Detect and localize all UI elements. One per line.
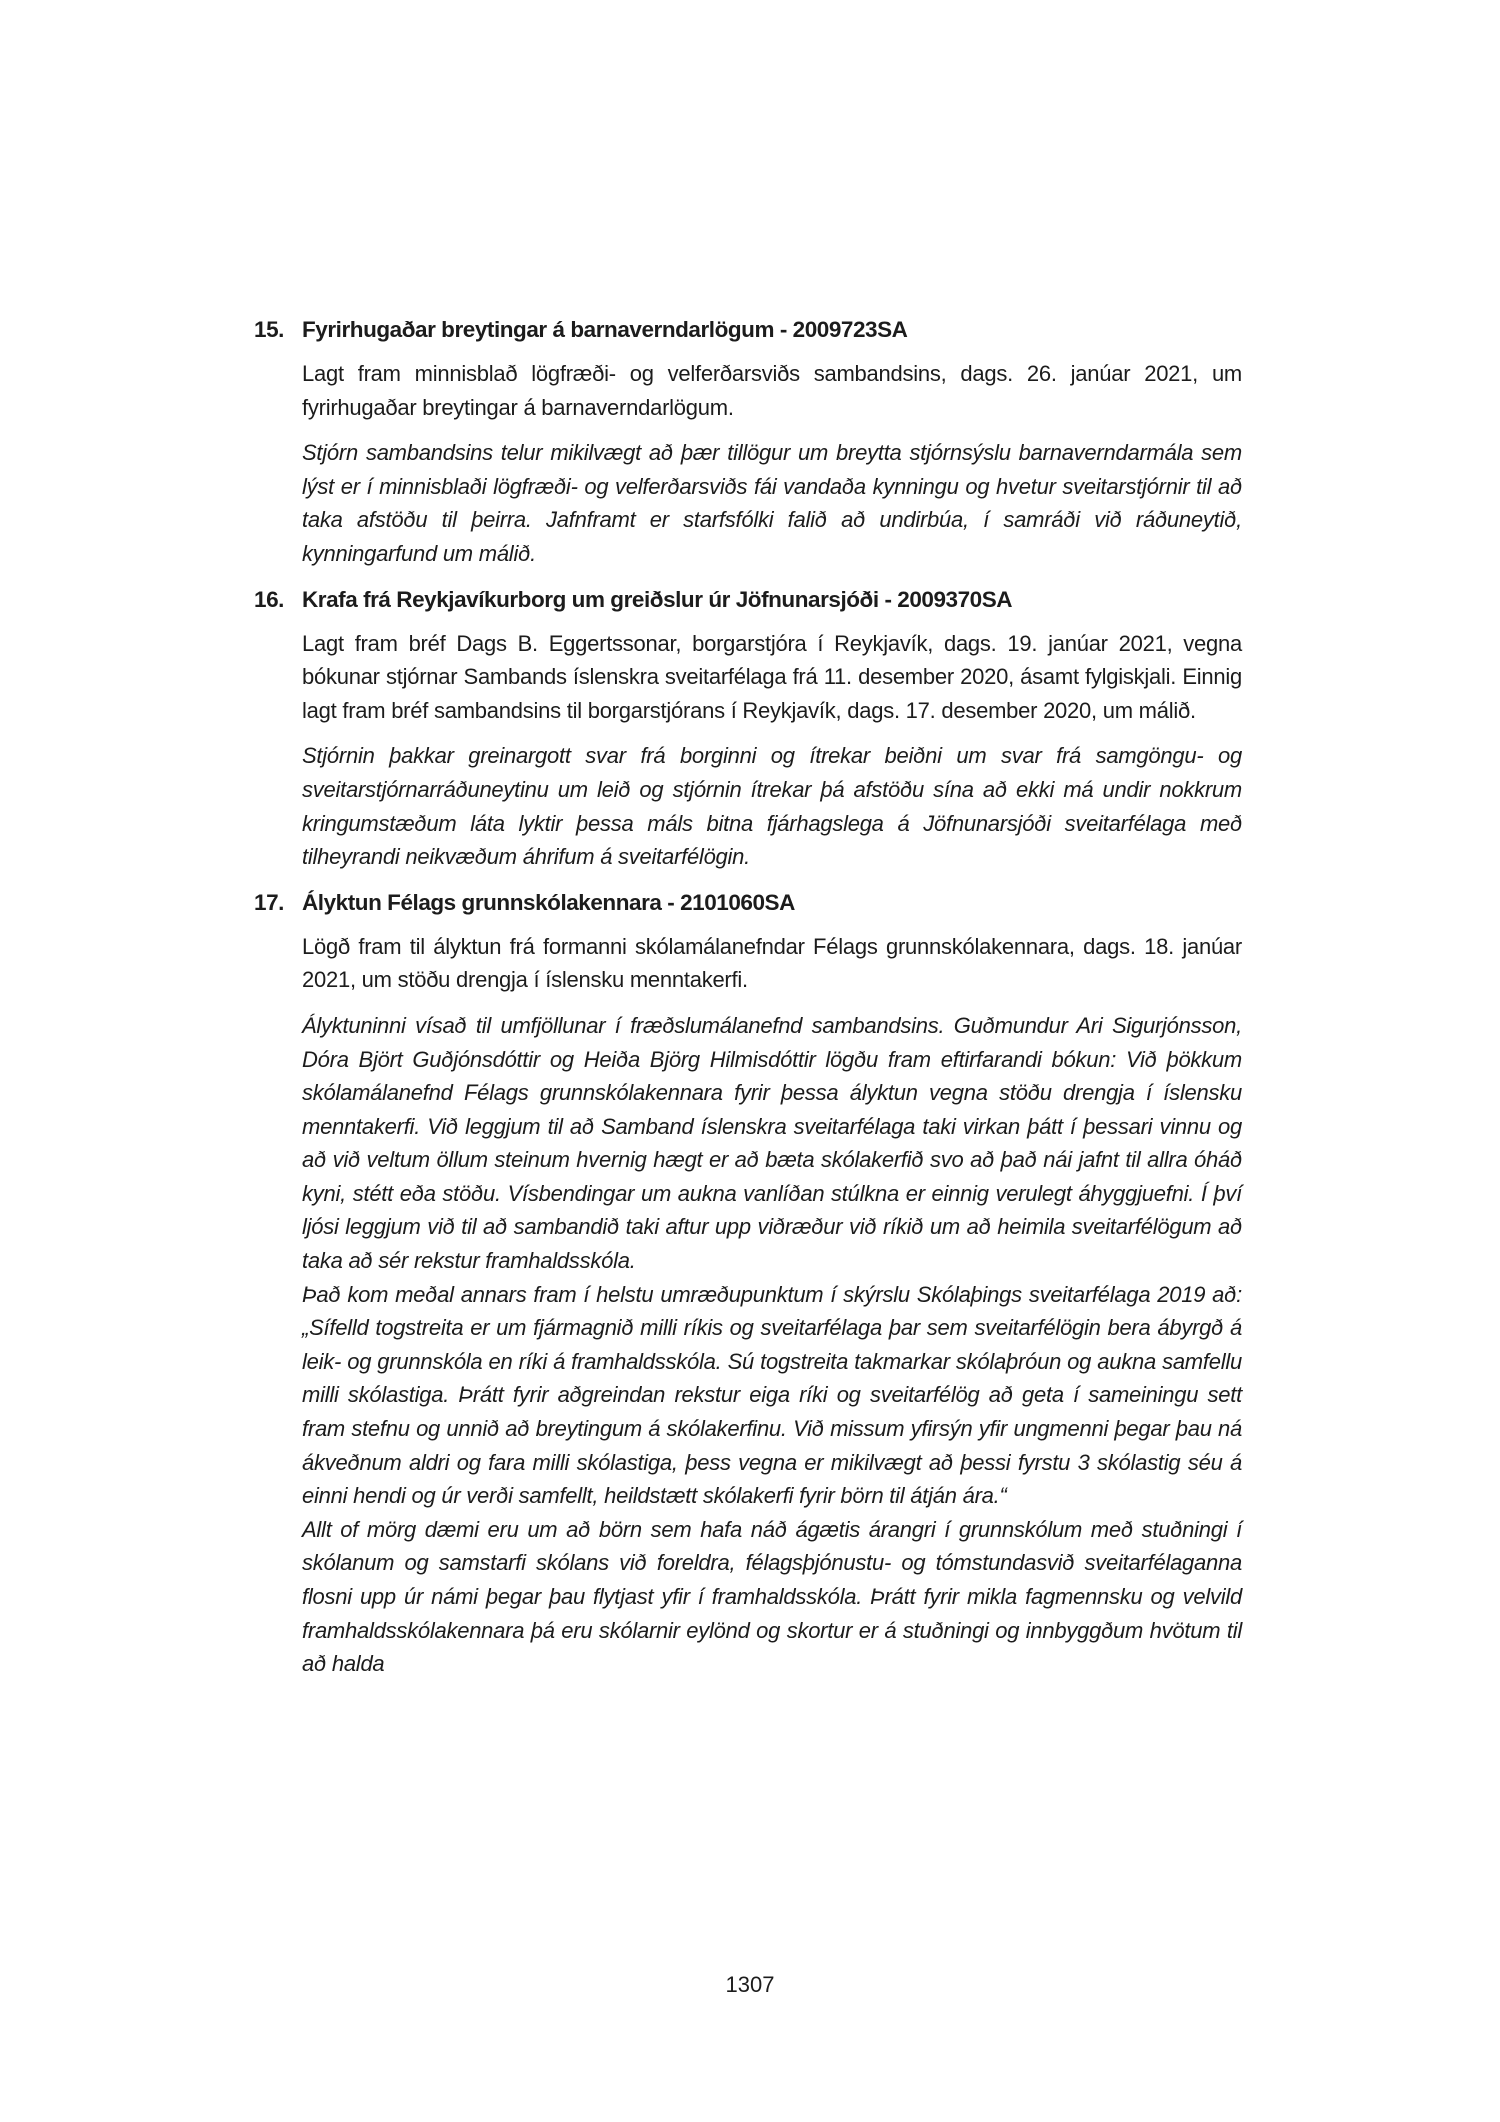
agenda-item-number: 16. [254, 586, 284, 612]
quoted-report-paragraph: Það kom meðal annars fram í helstu umræðupunktum í skýrslu Skólaþings sveitarfélaga 2019 að: „Sífelld togstreita er um fjármagnið milli ríkis og sveitarfélaga þar sem sveitarfélögin bera ábyrgð á leik- og grunnskóla en ríki á framhaldsskóla. Sú togstreita takmarkar skólaþróun og aukna samfellu milli skólastiga. Þrátt fyrir aðgreindan rekstur eiga ríki og sveitarfélög að geta í sameiningu sett fram stefnu og unnið að breytingum á skólakerfinu. Við missum yfirsýn yfir ungmenni þegar þau ná ákveðnum aldri og fara milli skólastiga, þess vegna er mikilvægt að þessi fyrstu 3 skólastig séu á einni hendi og úr verði samfellt, heildstætt skólakerfi fyrir börn til átján ára.“ [302, 1281, 1242, 1509]
agenda-item-body [302, 627, 1242, 874]
agenda-item-heading [254, 886, 1244, 920]
submission-paragraph: Lagt fram minnisblað lögfræði- og velferðarsviðs sambandsins, dags. 26. janúar 2021, um fyrirhugaðar breytingar á barnaverndarlögum. [302, 361, 1242, 420]
agenda-item-body [302, 930, 1242, 1681]
agenda-item-15 [254, 313, 1244, 571]
agenda-item-number: 15. [254, 317, 284, 342]
agenda-item-title: Krafa frá Reykjavíkurborg um greiðslur úr Jöfnunarsjóði - 2009370SA [302, 586, 1013, 612]
agenda-item-heading [254, 583, 1244, 617]
page-number: 1307 [725, 1972, 775, 1997]
resolution-paragraph: Ályktuninni vísað til umfjöllunar í fræðslumálanefnd sambandsins. Guðmundur Ari Sigurjónsson, Dóra Björt Guðjónsdóttir og Heiða Björg Hilmisdóttir lögðu fram eftirfarandi bókun: Við þökkum skólamálanefnd Félags grunnskólakennara fyrir þessa ályktun vegna stöðu drengja í íslensku menntakerfi. Við leggjum til að Samband íslenskra sveitarfélaga taki virkan þátt í þessari vinnu og að við veltum öllum steinum hvernig hægt er að bæta skólakerfið svo að það nái jafnt til allra óháð kyni, stétt eða stöðu. Vísbendingar um aukna vanlíðan stúlkna er einnig verulegt áhyggjuefni. Í því ljósi leggjum við til að sambandið taki aftur upp viðræður við ríkið um að heimila sveitarfélögum að taka að sér rekstur framhaldsskóla. [302, 1012, 1242, 1274]
agenda-item-number: 17. [254, 889, 284, 915]
agenda-item-title: Fyrirhugaðar breytingar á barnaverndarlögum - 2009723SA [302, 317, 908, 342]
page-content [254, 313, 1244, 1693]
submission-paragraph: Lögð fram til ályktun frá formanni skólamálanefndar Félags grunnskólakennara, dags. 18. janúar 2021, um stöðu drengja í íslensku menntakerfi. [302, 933, 1242, 993]
submission-paragraph: Lagt fram bréf Dags B. Eggertssonar, borgarstjóra í Reykjavík, dags. 19. janúar 2021, vegna bókunar stjórnar Sambands íslenskra sveitarfélaga frá 11. desember 2020, ásamt fylgiskjali. Einnig lagt fram bréf sambandsins til borgarstjórans í Reykjavík, dags. 17. desember 2020, um málið. [302, 630, 1242, 723]
agenda-item-heading [254, 313, 1244, 347]
resolution-paragraph: Stjórn sambandsins telur mikilvægt að þær tillögur um breytta stjórnsýslu barnaverndarmála sem lýst er í minnisblaði lögfræði- og velferðarsviðs fái vandaða kynningu og hvetur sveitarstjórnir til að taka afstöðu til þeirra. Jafnframt er starfsfólki falið að undirbúa, í samráði við ráðuneytið, kynningarfund um málið. [302, 440, 1242, 566]
continuation-paragraph: Allt of mörg dæmi eru um að börn sem hafa náð ágætis árangri í grunnskólum með stuðningi í skólanum og samstarfi skólans við foreldra, félagsþjónustu- og tómstundasvið sveitarfélaganna flosni upp úr námi þegar þau flytjast yfir í framhaldsskóla. Þrátt fyrir mikla fagmennsku og velvild framhaldsskólakennara þá eru skólarnir eylönd og skortur er á stuðningi og innbyggðum hvötum til að halda [302, 1516, 1242, 1677]
agenda-item-16 [254, 583, 1244, 874]
resolution-paragraph: Stjórnin þakkar greinargott svar frá borginni og ítrekar beiðni um svar frá samgöngu- og sveitarstjórnarráðuneytinu um leið og stjórnin ítrekar þá afstöðu sína að ekki má undir nokkrum kringumstæðum láta lyktir þessa máls bitna fjárhagslega á Jöfnunarsjóði sveitarfélaga með tilheyrandi neikvæðum áhrifum á sveitarfélögin. [302, 743, 1242, 870]
agenda-item-body [302, 357, 1242, 571]
agenda-item-title: Ályktun Félags grunnskólakennara - 2101060SA [302, 889, 795, 915]
agenda-item-17 [254, 886, 1244, 1681]
